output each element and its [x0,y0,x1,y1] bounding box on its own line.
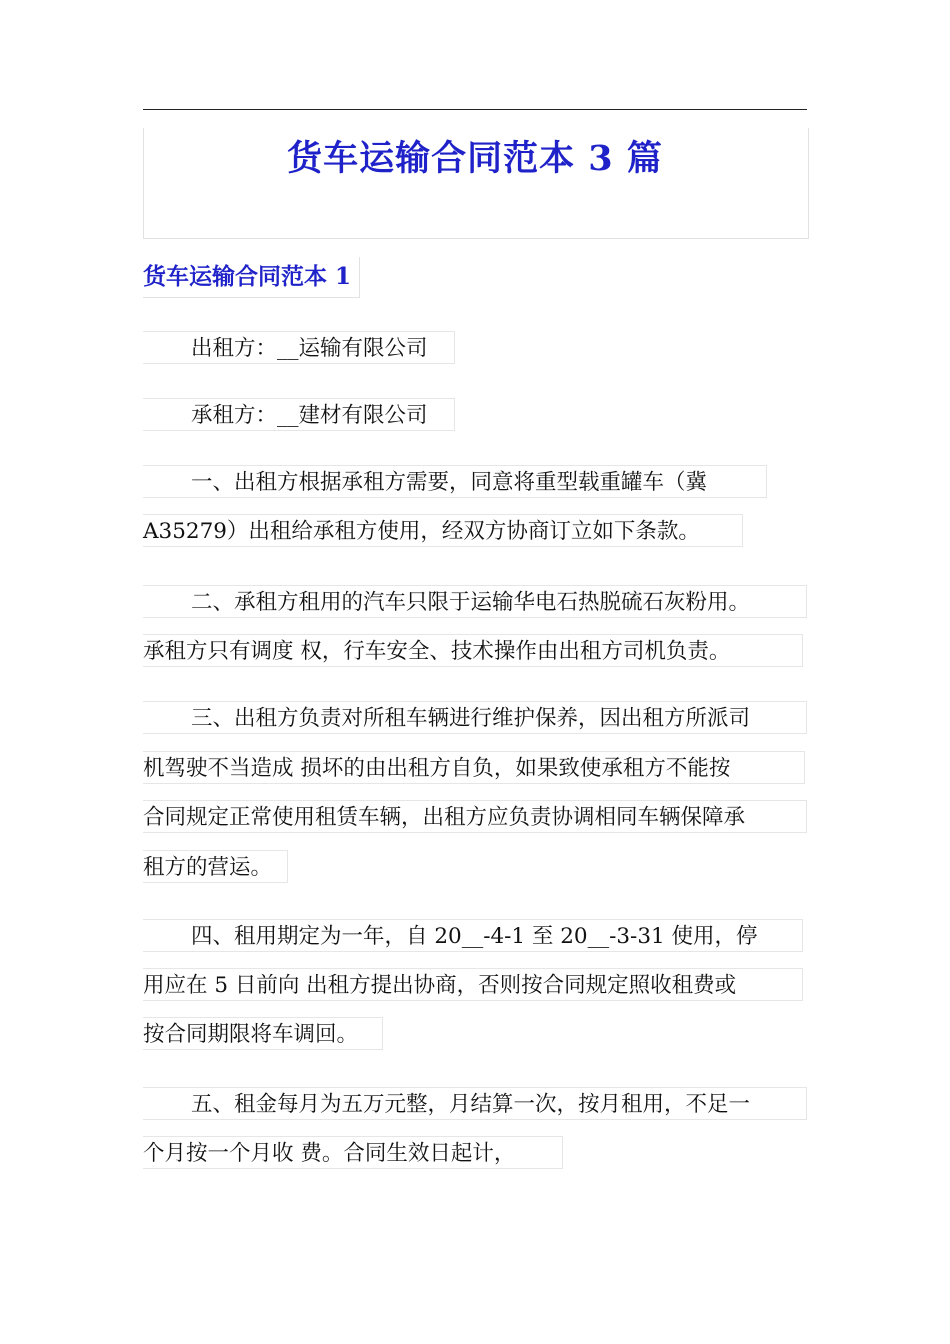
paragraph-line-lessor: 出租方：__运输有限公司 [143,331,455,364]
paragraph-line: 用应在 5 日前向 出租方提出协商，否则按合同规定照收租费或 [143,968,803,1001]
paragraph-line: 五、租金每月为五万元整，月结算一次，按月租用，不足一 [143,1087,807,1120]
paragraph-line: 合同规定正常使用租赁车辆，出租方应负责协调相同车辆保障承 [143,800,807,833]
paragraph-line: 机驾驶不当造成 损坏的由出租方自负，如果致使承租方不能按 [143,751,805,784]
paragraph-line: 租方的营运。 [143,850,288,883]
paragraph-line: 四、租用期定为一年，自 20__-4-1 至 20__-3-31 使用，停 [143,919,803,952]
paragraph-line: 个月按一个月收 费。合同生效日起计， [143,1136,563,1169]
paragraph-line-lessee: 承租方：__建材有限公司 [143,398,455,431]
paragraph-line: 一、出租方根据承租方需要，同意将重型载重罐车（冀 [143,465,767,498]
top-rule [143,109,807,110]
paragraph-line: 二、承租方租用的汽车只限于运输华电石热脱硫石灰粉用。 [143,585,807,618]
document-title: 货车运输合同范本 3 篇 [287,138,663,179]
paragraph-line: 按合同期限将车调回。 [143,1017,383,1050]
paragraph-line: A35279）出租给承租方使用，经双方协商订立如下条款。 [143,514,743,547]
paragraph-line: 承租方只有调度 权，行车安全、技术操作由出租方司机负责。 [143,634,803,667]
section-heading: 货车运输合同范本 1 [143,257,360,298]
paragraph-line: 三、出租方负责对所租车辆进行维护保养，因出租方所派司 [143,701,807,734]
